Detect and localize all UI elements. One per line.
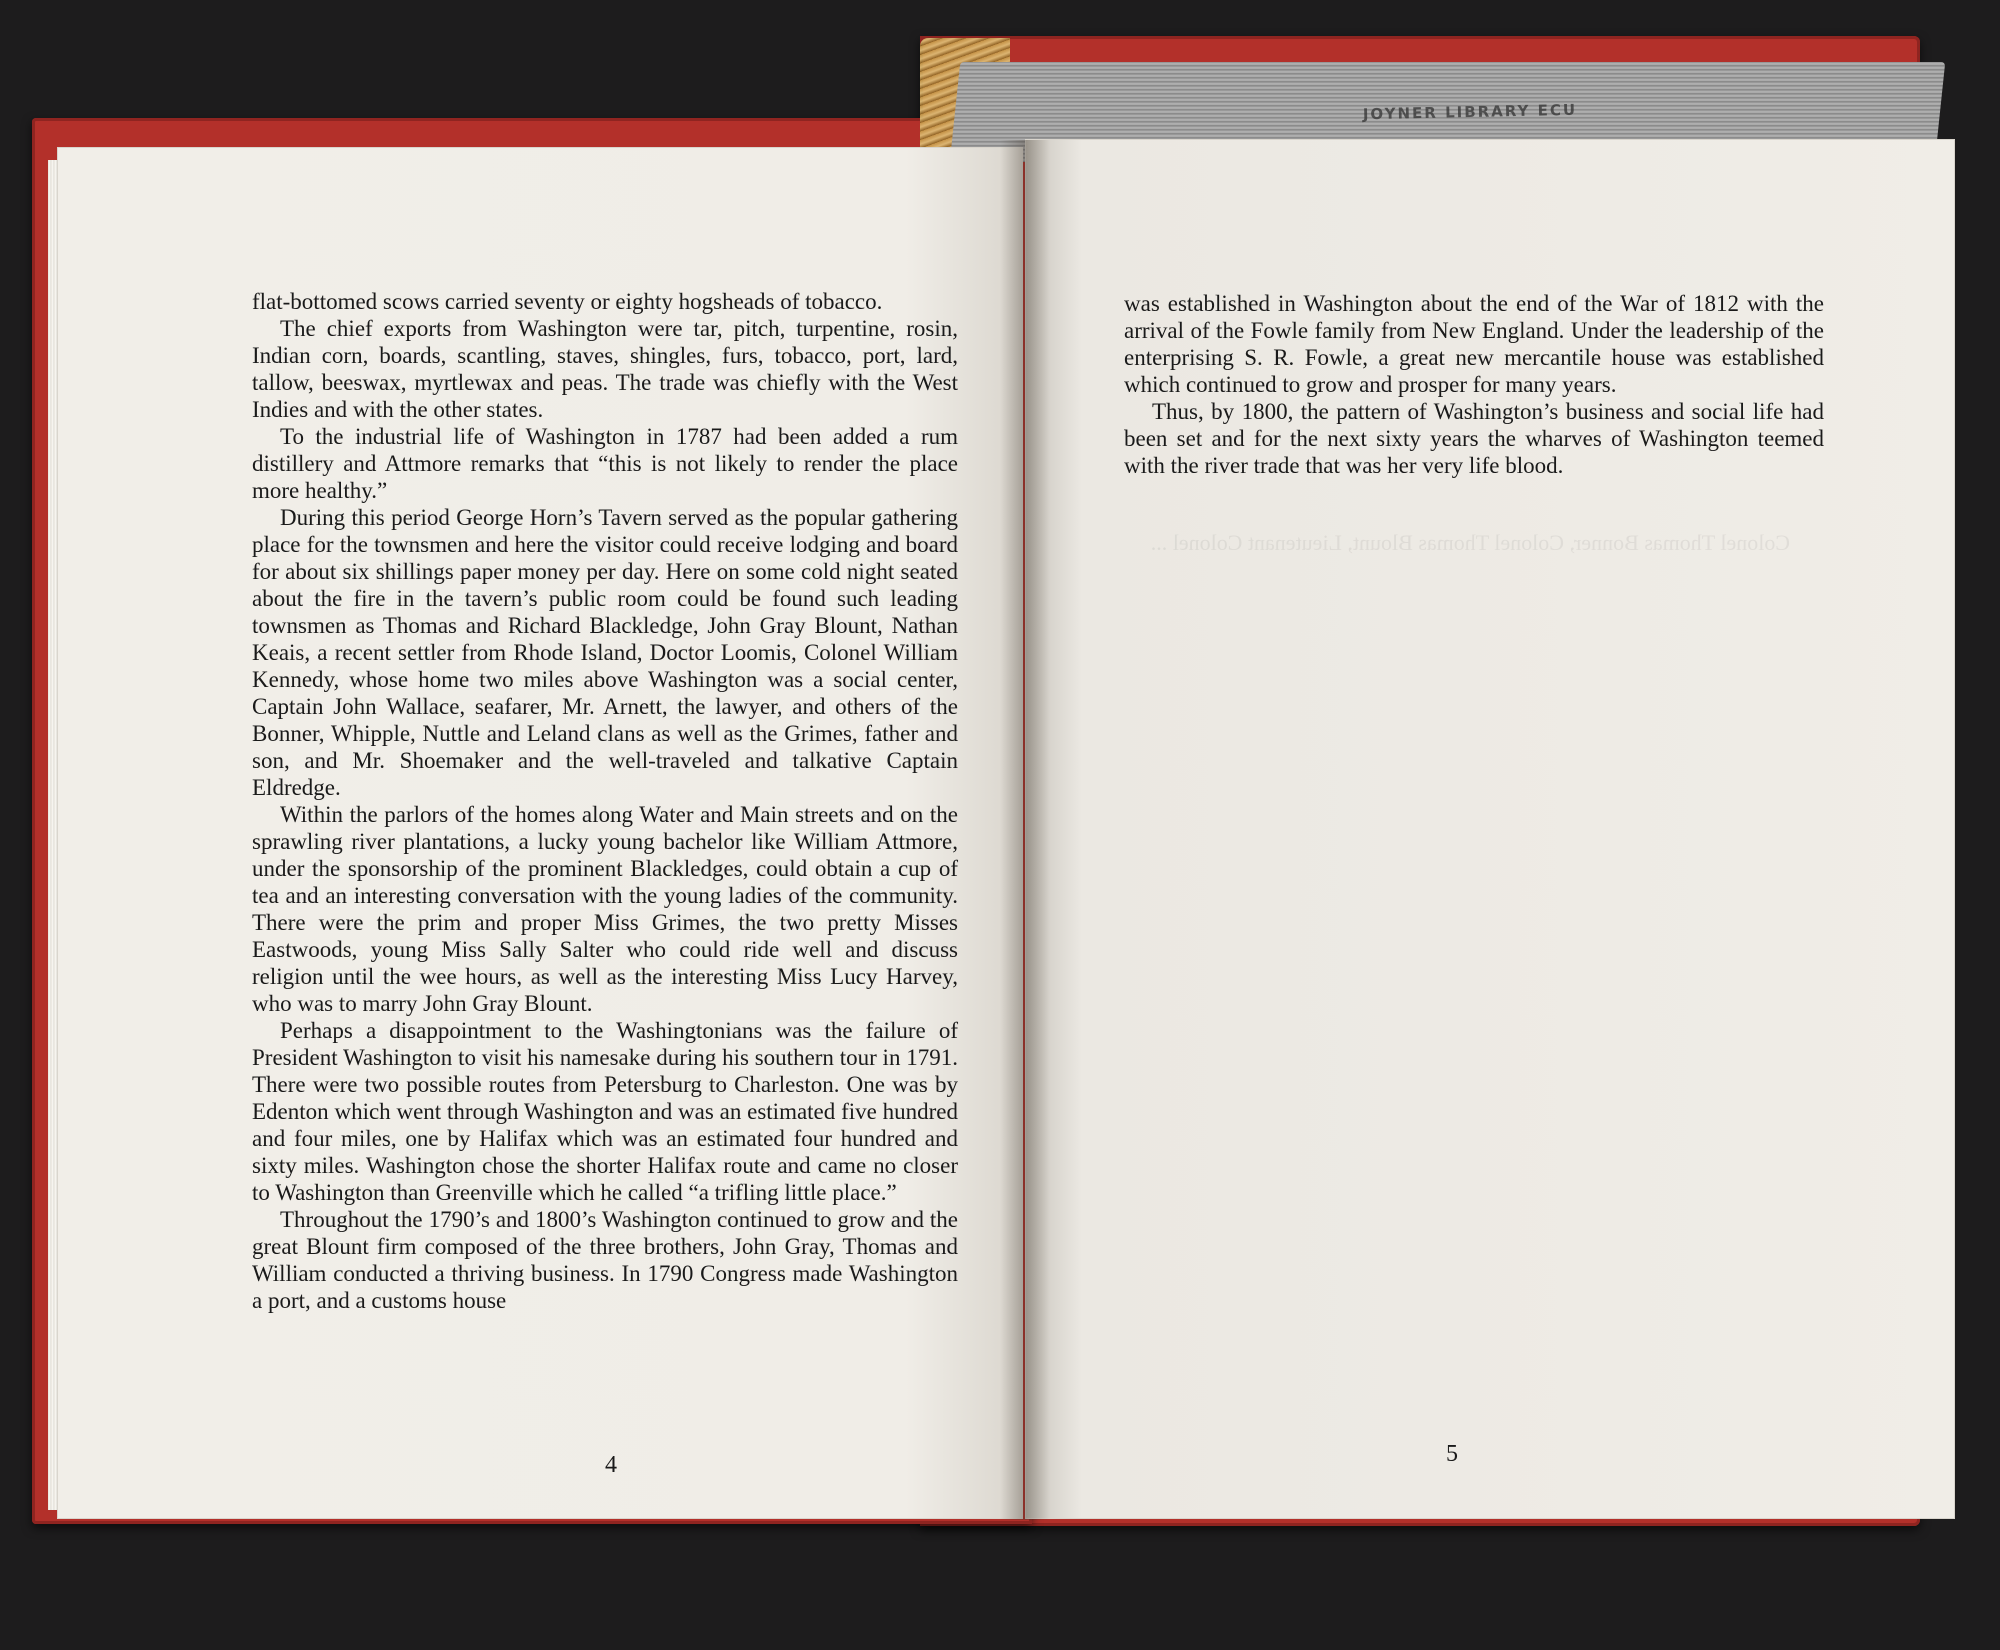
- paragraph: Perhaps a disappointment to the Washingtonians was the failure of President Washington to visit his namesake during his southern tour in 1791. There were two possible routes from Petersburg to Charleston. One was by Edenton which went through Washington and was an estimated five hundred and four miles, one by Halifax which was an estimated four hundred and sixty miles. Washington chose the shorter Halifax route and came no closer to Washington than Greenville which he called “a trifling little place.”: [252, 1018, 958, 1205]
- library-edge-stamp: JOYNER LIBRARY ECU: [1362, 100, 1578, 124]
- page-number-left: 4: [605, 1452, 617, 1478]
- paragraph: To the industrial life of Washington in 1787 had been added a rum distillery and Attmore remarks that “this is not likely to render the place more healthy.”: [252, 424, 958, 503]
- paragraph: was established in Washington about the end of the War of 1812 with the arrival of the Fowle family from New England. Under the leadership of the enterprising S. R. Fowle, a great new mercantile house was established which continued to grow and prosper for many years.: [1124, 291, 1824, 397]
- paragraph: During this period George Horn’s Tavern served as the popular gathering place for the townsmen and here the visitor could receive lodging and board for about six shillings paper money per day. Here on some cold night seated about the fire in the tavern’s public room could be found such leading townsmen as Thomas and Richard Blackledge, John Gray Blount, Nathan Keais, a recent settler from Rhode Island, Doctor Loomis, Colonel William Kennedy, whose home two miles above Washington was a social center, Captain John Wallace, seafarer, Mr. Arnett, the lawyer, and others of the Bonner, Whipple, Nuttle and Leland clans as well as the Grimes, father and son, and Mr. Shoemaker and the well-traveled and talkative Captain Eldredge.: [252, 505, 958, 800]
- left-page-text: [252, 288, 958, 1314]
- right-page-text: [1124, 290, 1824, 479]
- paragraph: The chief exports from Washington were tar, pitch, turpentine, rosin, Indian corn, boards, scantling, staves, shingles, furs, tobacco, port, lard, tallow, beeswax, myrtlewax and peas. The trade was chiefly with the West Indies and with the other states.: [252, 316, 958, 422]
- paragraph: flat-bottomed scows carried seventy or eighty hogsheads of tobacco.: [252, 289, 883, 314]
- paragraph: Throughout the 1790’s and 1800’s Washington continued to grow and the great Blount firm composed of the three brothers, John Gray, Thomas and William conducted a thriving business. In 1790 Congress made Washington a port, and a customs house: [252, 1207, 958, 1313]
- book-gutter: [1000, 140, 1050, 1520]
- paragraph: Within the parlors of the homes along Water and Main streets and on the sprawling river plantations, a lucky young bachelor like William Attmore, under the sponsorship of the prominent Blackledges, could obtain a cup of tea and an interesting conversation with the young ladies of the community. There were the prim and proper Miss Grimes, the two pretty Misses Eastwoods, young Miss Sally Salter who could ride well and discuss religion until the wee hours, as well as the interesting Miss Lucy Harvey, who was to marry John Gray Blount.: [252, 802, 958, 1016]
- page-number-right: 5: [1446, 1441, 1458, 1467]
- paragraph: Thus, by 1800, the pattern of Washington’s business and social life had been set and for the next sixty years the wharves of Washington teemed with the river trade that was her very life blood.: [1124, 399, 1824, 478]
